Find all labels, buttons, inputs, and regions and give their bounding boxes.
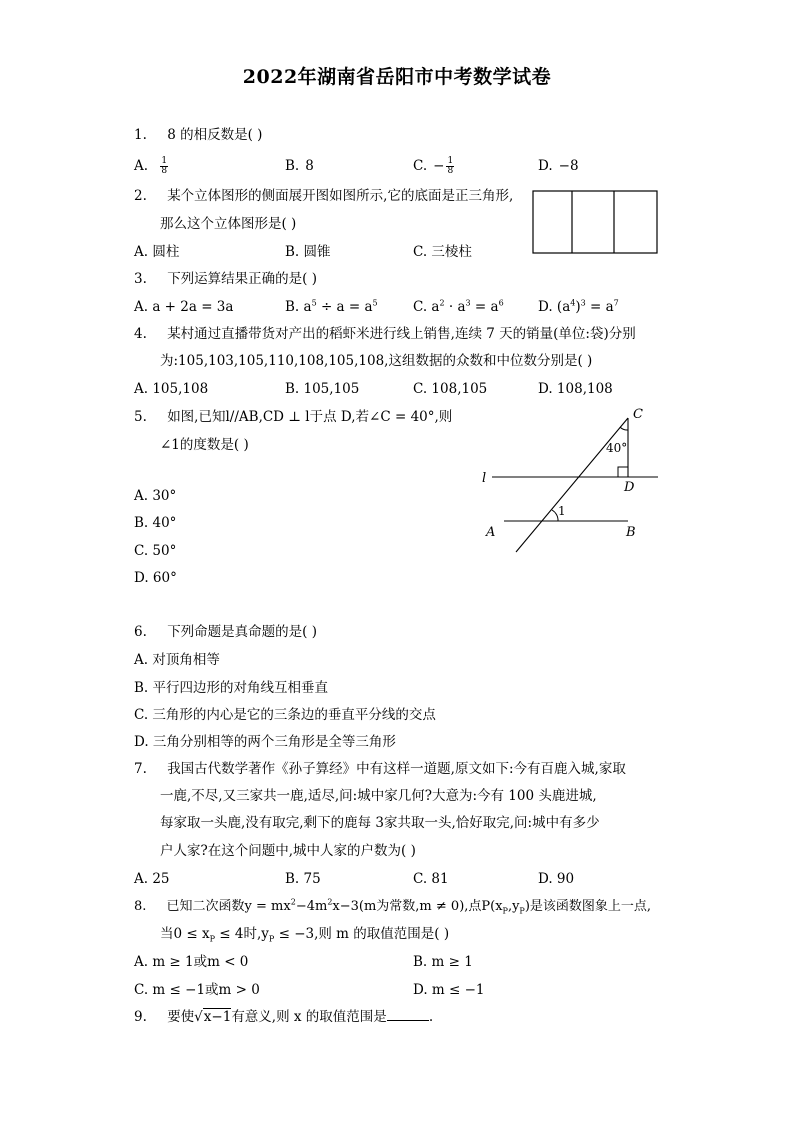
unfolded-prism-figure	[532, 190, 660, 254]
answer-blank[interactable]	[387, 1008, 429, 1021]
question-2: 2. 某个立体图形的侧面展开图如图所示,它的底面是正三角形,	[134, 188, 514, 204]
fraction: $\frac{1}{8}$	[447, 156, 454, 176]
option-a: A. 30°	[134, 488, 177, 504]
question-number: 7.	[134, 761, 147, 777]
question-number: 4.	[134, 326, 147, 342]
option-d: D. m ≤ −1	[413, 982, 485, 998]
angle-c-label: 40°	[606, 441, 628, 455]
option-b: B. m ≥ 1	[413, 954, 473, 970]
page-title: 2022年湖南省岳阳市中考数学试卷	[242, 66, 552, 88]
fraction: $\frac{1}{8}$	[161, 156, 168, 176]
label-c: C	[633, 407, 643, 422]
option-d: D. −8	[538, 158, 579, 174]
geometry-figure	[470, 400, 670, 560]
option-a: A. 105,108	[134, 381, 209, 397]
question-3: 3. 下列运算结果正确的是( )	[134, 271, 318, 287]
question-number: 1.	[134, 127, 147, 143]
question-number: 5.	[134, 409, 147, 425]
question-7: 7. 我国古代数学著作《孙子算经》中有这样一道题,原文如下:今有百鹿入城,家取	[134, 761, 626, 777]
option-b: B. 圆锥	[285, 244, 331, 260]
question-8-line-2: 当$0 \le x_P \le 4$时$,y_P \le -3$,则 m 的取值范围是( )	[160, 926, 450, 944]
question-6: 6. 下列命题是真命题的是( )	[134, 624, 318, 640]
option-c: C. 三角形的内心是它的三条边的垂直平分线的交点	[134, 707, 436, 723]
option-c: C. $a^2 \cdot a^3 = a^6$	[413, 298, 504, 315]
option-c: C. − $\frac{1}{8}$	[413, 156, 454, 176]
option-a: A. $\frac{1}{8}$	[134, 156, 168, 176]
option-c: C. 81	[413, 871, 449, 887]
option-a: A. 25	[134, 871, 170, 887]
option-b: B. 75	[285, 871, 321, 887]
option-d: D. 108,108	[538, 381, 613, 397]
option-a: A. 对顶角相等	[134, 652, 220, 668]
angle-1-label: 1	[558, 504, 566, 518]
option-c: C. m ≤ −1或m > 0	[134, 982, 260, 998]
option-b: B. 40°	[134, 515, 177, 531]
question-stem: 8 的相反数是( )	[167, 127, 263, 143]
label-l: l	[482, 471, 487, 486]
option-d: D. 60°	[134, 570, 177, 586]
option-c: C. 108,105	[413, 381, 488, 397]
question-number: 9.	[134, 1009, 147, 1025]
question-number: 3.	[134, 271, 147, 287]
transversal-line	[516, 418, 628, 552]
question-1	[134, 126, 262, 144]
question-7-line-3: 每家取一头鹿,没有取完,剩下的鹿每 3家共取一头,恰好取完,问:城中有多少	[160, 815, 600, 831]
question-number: 6.	[134, 624, 147, 640]
option-d: D. 90	[538, 871, 575, 887]
option-b: B. 平行四边形的对角线互相垂直	[134, 680, 329, 696]
question-number: 2.	[134, 188, 147, 204]
option-c: C. 50°	[134, 543, 177, 559]
label-d: D	[624, 480, 635, 495]
option-a: A. m ≥ 1或m < 0	[134, 954, 249, 970]
question-7-line-4: 户人家?在这个问题中,城中人家的户数为( )	[160, 843, 416, 859]
question-8: 8. 已知二次函数$y = mx^2-4m^2x-3(m$为常数,m ≠ 0),点$P(x_P,y_P)$是该函数图象上一点,	[134, 897, 652, 916]
question-5: 5. 如图,已知l//AB,CD ⊥ l于点 D,若∠C = 40°,则	[134, 409, 453, 425]
question-number: 8.	[134, 899, 147, 914]
option-a: A. a + 2a = 3a	[134, 299, 234, 315]
question-7-line-2: 一鹿,不尽,又三家共一鹿,适尽,问:城中家几何?大意为:今有 100 头鹿进城,	[160, 788, 597, 804]
question-4-line-2: 为:105,103,105,110,108,105,108,这组数据的众数和中位数分别是( )	[160, 353, 593, 369]
option-a: A. 圆柱	[134, 244, 180, 260]
question-5-line-2: ∠1的度数是( )	[160, 437, 249, 453]
question-4: 4. 某村通过直播带货对产出的稻虾米进行线上销售,连续 7 天的销量(单位:袋)分别	[134, 326, 636, 342]
question-2-line-2: 那么这个立体图形是( )	[160, 216, 297, 232]
option-b: B. 8	[285, 158, 314, 174]
option-d: D. 三角分别相等的两个三角形是全等三角形	[134, 734, 396, 750]
label-b: B	[626, 525, 636, 540]
option-b: B. $a^5 \div a = a^5$	[285, 298, 378, 315]
label-a: A	[486, 525, 496, 540]
option-d: D. $(a^4)^3 = a^7$	[538, 298, 619, 315]
option-c: C. 三棱柱	[413, 244, 472, 260]
question-9: 9. 要使√x−1有意义,则 x 的取值范围是 .	[134, 1009, 434, 1025]
radicand: x−1	[203, 1009, 232, 1025]
option-b: B. 105,105	[285, 381, 360, 397]
